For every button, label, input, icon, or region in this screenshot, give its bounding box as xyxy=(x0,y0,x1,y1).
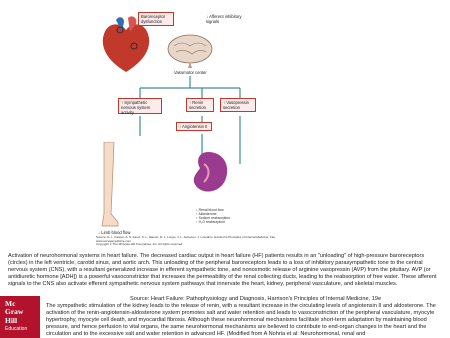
figure-caption: Activation of neurohormonal systems in heart failure. The decreased cardiac output in heart failure (HF) patients results in an "unloading" of high-pressure baroreceptors (circles) in the left ventricle, carotid sinus, and aortic arch. This unloading of the peripheral baroreceptors leads to a loss of inhibitory parasympathetic tone to the central nervous system (CNS), with a resultant generalized increase in efferent sympathetic tone, and nonosmotic release of arginine vasopressin (AVP) from the pituitary. AVP (or antidiuretic hormone [ADH]) is a powerful vasoconstrictor that increases the permeability of the renal collecting ducts, leading to the reabsorption of free water. These afferent signals to the CNS also activate efferent sympathetic nervous system pathways that innervate the heart, kidney, peripheral vasculature, and skeletal muscles. xyxy=(8,253,437,288)
caption-continuation: The sympathetic stimulation of the kidney leads to the release of renin, with a resultant increase in the circulating levels of angiotensin II and aldosterone. The activation of the renin-angiotensin-aldosterone system promotes salt and water retention and leads to vasoconstriction of the peripheral vasculature, myocyte hypertrophy, myocyte cell death, and myocardial fibrosis. Although these neurohormonal mechanisms facilitate short-term adaptation by maintaining blood pressure, and hence perfusion to vital organs, the same neurohormonal mechanisms are believed to contribute to end-organ changes in the heart and the circulation and to the excessive salt and water retention in advanced HF. (Modified from A Nohria et al: Neurohormonal, renal and xyxy=(46,303,436,338)
vasopressin-box xyxy=(220,98,256,112)
citation-copyright: Copyright © The McGraw-Hill Companies, Inc. All rights reserved. xyxy=(96,242,184,247)
kidney-illustration xyxy=(188,150,230,196)
angiotensin-box xyxy=(176,122,212,131)
renal-effect-item: ↑ Aldosterone xyxy=(196,212,217,216)
logo-line: Graw xyxy=(5,307,24,317)
renin-box xyxy=(186,98,214,112)
logo-line: Mc xyxy=(5,299,16,308)
renal-effects xyxy=(196,208,230,224)
logo-sub: Education xyxy=(5,326,28,333)
renal-effect-item: ↑ H₂O reabsorption xyxy=(196,220,225,224)
citation-url: www.accessmedicine.com xyxy=(96,238,132,243)
vasomotor-label: Vasomotor center xyxy=(174,70,207,75)
sympathetic-box xyxy=(118,98,162,114)
figure-citation xyxy=(96,236,416,247)
renal-effect-item: ↑ Sodium reabsorption xyxy=(196,216,230,220)
source-line: Source: Heart Failure: Pathophysiology and Diagnosis, Harrison's Principles of Internal Medicine, 19e xyxy=(130,296,382,302)
afferent-label: ↓ Afferent inhibitory signals xyxy=(206,14,242,24)
mcgraw-hill-logo xyxy=(0,296,40,338)
renal-effect-item: ↓ Renal blood flow xyxy=(196,208,224,212)
baroreceptor-label: Baroreceptor dysfunction xyxy=(141,14,166,24)
renin-label: ↑ Renin secretion xyxy=(189,100,206,110)
brain-illustration xyxy=(166,34,214,68)
baroreceptor-box xyxy=(138,12,174,26)
leg-illustration xyxy=(98,142,122,228)
angiotensin-label: ↑ Angiotensin II xyxy=(179,124,208,129)
citation-text: Source: G. L. Kasper, A. S. Fauci, S. L. Hauser, D. L. Longo, J. L. Jameson, J. Loscalzo: Harrison's Principles of Internal Medicine, 19e xyxy=(96,235,275,239)
vasopressin-label: ↑ Vasopressin secretion xyxy=(223,100,249,110)
sympathetic-label: ↑ Sympathetic nervous system activity xyxy=(121,100,151,115)
limb-flow-label: ↓ Limb blood flow xyxy=(98,230,131,235)
logo-line: Hill xyxy=(5,315,18,325)
